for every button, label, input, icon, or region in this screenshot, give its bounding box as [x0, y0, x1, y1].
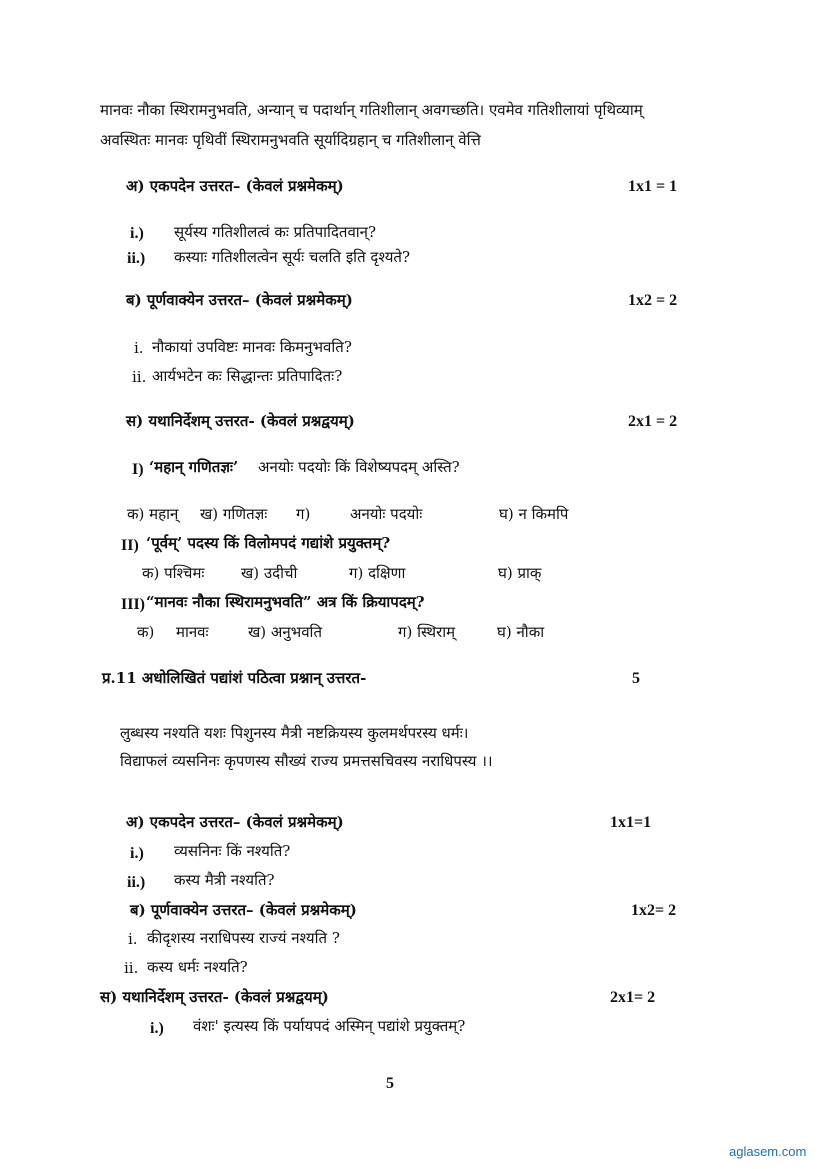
- q10-c-q3-num: III): [121, 596, 146, 613]
- q11-c-heading: स) यथानिर्देशम् उत्तरत- (केवलं प्रश्नद्वयम्): [100, 988, 329, 1006]
- q10-b-marks: 1x2 = 2: [628, 292, 678, 309]
- q11-a-item-2-text: कस्य मैत्री नश्यति?: [174, 871, 275, 889]
- q10-a-item-2-text: कस्याः गतिशीलत्वेन सूर्यः चलति इति दृश्यते?: [174, 248, 411, 266]
- q10-b-item-1-num: i.: [134, 339, 144, 357]
- q10-c-q2-text: ‘पूर्वम्’ पदस्य किं विलोमपदं गद्यांशे प्रयुक्तम्?: [146, 534, 391, 552]
- q11-b-item-1-num: i.: [128, 930, 138, 948]
- q10-b-heading: ब) पूर्णवाक्येन उत्तरत– (केवलं प्रश्नमेकम्): [126, 291, 353, 309]
- q11-c-item-1-num: i.): [150, 1020, 164, 1037]
- q11-b-marks: 1x2= 2: [631, 902, 677, 919]
- q10-c-q1-option-2: ख) गणितज्ञः: [200, 505, 268, 523]
- q10-c-q2-num: II): [121, 537, 139, 554]
- q10-c-q2-option-4: घ) प्राक्: [498, 564, 542, 582]
- q10-c-q3-option-2: ख) अनुभवति: [248, 623, 322, 641]
- q11-c-item-1-text: वंशः' इत्यस्य किं पर्यायपदं अस्मिन् पद्यांशे प्रयुक्तम्?: [193, 1017, 466, 1035]
- q10-c-q1-option-3-text: अनयोः पदयोः: [350, 505, 423, 523]
- q11-a-item-2-num: ii.): [127, 874, 146, 891]
- page-number: 5: [386, 1075, 394, 1092]
- q11-a-item-1-text: व्यसनिनः किं नश्यति?: [174, 842, 291, 860]
- q10-c-q3-option-3: ग) स्थिराम्: [398, 623, 456, 641]
- q11-b-heading: ब) पूर्णवाक्येन उत्तरत– (केवलं प्रश्नमेकम्): [130, 901, 357, 919]
- q10-c-q3-text: “मानवः नौका स्थिरामनुभवति” अत्र किं क्रियापदम्?: [146, 593, 425, 611]
- q10-c-q2-option-2: ख) उदीची: [241, 564, 298, 582]
- q11-b-item-2-text: कस्य धर्मः नश्यति?: [147, 958, 248, 976]
- q11-verse-line-1: लुब्धस्य नश्यति यशः पिशुनस्य मैत्री नष्टक्रियस्य कुलमर्थपरस्य धर्मः।: [120, 724, 469, 742]
- q11-a-marks: 1x1=1: [610, 814, 652, 831]
- q10-c-q1-option-4: घ) न किमपि: [499, 505, 569, 523]
- q10-a-marks: 1x1 = 1: [628, 178, 678, 195]
- q10-c-q3-option-1: क): [137, 623, 155, 641]
- passage-line-2: अवस्थितः मानवः पृथिवीं स्थिरामनुभवति सूर्यादिग्रहान् च गतिशीलान् वेत्ति: [100, 131, 481, 149]
- q11-heading: प्र.11 अधोलिखितं पद्यांशं पठित्वा प्रश्नान् उत्तरत-: [102, 669, 367, 687]
- q10-a-item-2-num: ii.): [127, 250, 146, 267]
- watermark: aglasem.com: [729, 1144, 807, 1159]
- q10-c-marks: 2x1 = 2: [628, 413, 678, 430]
- q10-b-item-1-text: नौकायां उपविष्टः मानवः किमनुभवति?: [152, 338, 352, 356]
- q10-a-heading: अ) एकपदेन उत्तरत– (केवलं प्रश्नमेकम्): [126, 177, 344, 195]
- q11-verse-line-2: विद्याफलं व्यसनिनः कृपणस्य सौख्यं राज्य प्रमत्तसचिवस्य नराधिपस्य ।।: [120, 752, 493, 770]
- q10-c-q1-option-3: ग): [296, 505, 311, 523]
- passage-line-1: मानवः नौका स्थिरामनुभवति, अन्यान् च पदार्थान् गतिशीलान् अवगच्छति। एवमेव गतिशीलायां पृथिव्याम्: [100, 101, 643, 119]
- q11-b-item-2-num: ii.: [124, 959, 139, 977]
- q10-c-q3-option-1-text: मानवः: [176, 623, 209, 641]
- q10-b-item-2-text: आर्यभटेन कः सिद्धान्तः प्रतिपादितः?: [152, 367, 343, 385]
- q10-a-item-1-text: सूर्यस्य गतिशीलत्वं कः प्रतिपादितवान्?: [174, 223, 377, 241]
- q10-c-q3-option-4: घ) नौका: [497, 623, 545, 641]
- q11-b-item-1-text: कीदृशस्य नराधिपस्य राज्यं नश्यति ?: [147, 929, 340, 947]
- q11-c-marks: 2x1= 2: [610, 989, 656, 1006]
- q10-c-q1-text: अनयोः पदयोः किं विशेष्यपदम् अस्ति?: [258, 458, 460, 476]
- q11-a-heading: अ) एकपदेन उत्तरत– (केवलं प्रश्नमेकम्): [126, 813, 344, 831]
- q10-b-item-2-num: ii.: [132, 368, 147, 386]
- q10-c-q2-option-1: क) पश्चिमः: [142, 564, 205, 582]
- q11-marks: 5: [632, 670, 640, 687]
- q10-c-q2-option-3: ग) दक्षिणा: [349, 564, 406, 582]
- q11-a-item-1-num: i.): [130, 845, 144, 862]
- q10-c-q1-quote: ‘महान् गणितज्ञः’: [149, 458, 239, 476]
- q10-a-item-1-num: i.): [130, 225, 144, 242]
- q10-c-heading: स) यथानिर्देशम् उत्तरत- (केवलं प्रश्नद्वयम्): [126, 412, 355, 430]
- q10-c-q1-option-1: क) महान्: [127, 505, 179, 523]
- q10-c-q1-num: I): [132, 461, 144, 478]
